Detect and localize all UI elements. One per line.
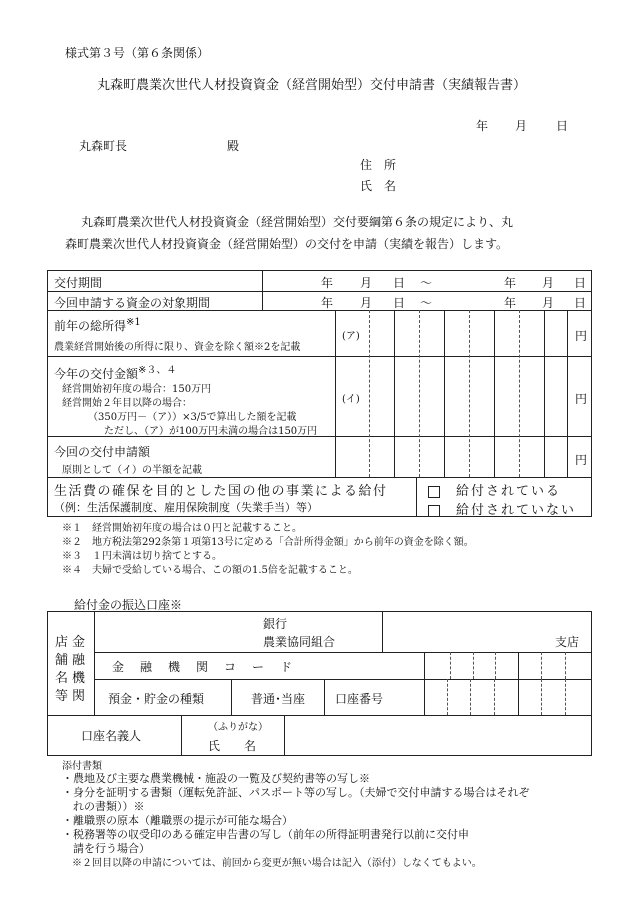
this-year-note-2: 経営開始２年目以降の場合： xyxy=(62,398,192,409)
grant-period-start-month: 月 xyxy=(360,276,373,290)
option-receiving[interactable]: 給付されている xyxy=(428,480,561,499)
mark-i: (イ) xyxy=(342,394,360,405)
date-month: 月 xyxy=(515,119,528,133)
target-period-end-month: 月 xyxy=(542,296,555,310)
grant-period-tilde: ～ xyxy=(420,276,433,290)
grant-period-label: 交付期間 xyxy=(54,276,103,290)
request-amount-yen: 円 xyxy=(575,453,588,467)
body-text-line-1: 丸森町農業次世代人材投資資金（経営開始型）交付要綱第６条の規定により、丸 xyxy=(81,215,514,229)
grant-period-start-year: 年 xyxy=(321,276,334,290)
target-period-start-month: 月 xyxy=(360,296,373,310)
coop-suffix: 農業協同組合 xyxy=(263,635,336,649)
this-year-yen: 円 xyxy=(575,392,588,406)
deposit-type-value: 普通･当座 xyxy=(251,692,306,706)
bank-code-label: 金 融 機 関 コ ー ド xyxy=(112,660,295,674)
applicant-name-label: 氏 名 xyxy=(360,179,397,193)
request-amount-title: 今回の交付申請額 xyxy=(54,445,151,459)
side-label-col1: 店舗名等 xyxy=(55,635,69,704)
attachment-item-2: ・身分を証明する書類（運転免許証、パスポート等の写し。（夫婦で交付申請する場合はそれぞ xyxy=(62,786,530,799)
date-year: 年 xyxy=(476,119,489,133)
footnote-3: ※３ １円未満は切り捨てとする。 xyxy=(62,551,222,562)
attachments-title: 添付書類 xyxy=(62,761,102,772)
grant-period-end-year: 年 xyxy=(504,276,517,290)
this-year-title: 今年の交付金額$^{※3、4}$ xyxy=(54,365,177,381)
target-period-end-day: 日 xyxy=(574,296,587,310)
bank-table xyxy=(47,611,592,756)
application-table xyxy=(47,270,592,517)
target-period-label: 今回申請する資金の対象期間 xyxy=(54,296,211,310)
holder-name-label: 氏 名 xyxy=(208,739,257,753)
this-year-note-3: （350万円－（ア））×3/5で算出した額を記載 xyxy=(88,412,297,423)
option-not-receiving[interactable]: 給付されていない xyxy=(428,499,576,518)
footnote-2: ※２ 地方税法第292条第１項第13号に定める「合計所得金額」から前年の資金を除く額。 xyxy=(62,537,474,548)
target-period-end-year: 年 xyxy=(504,296,517,310)
attachment-item-2-cont: れの書類））※ xyxy=(62,800,145,813)
addressee-name: 丸森町長 xyxy=(79,139,128,153)
attachment-item-3: ・離職票の原本（離職票の提示が可能な場合） xyxy=(62,814,293,827)
footnote-4: ※４ 夫婦で受給している場合、この額の1.5倍を記載すること。 xyxy=(62,565,358,576)
form-number: 様式第３号（第６条関係） xyxy=(65,46,210,60)
target-period-start-year: 年 xyxy=(321,296,334,310)
bank-suffix: 銀行 xyxy=(263,617,288,631)
prev-income-title: 前年の総所得$^{※1}$ xyxy=(54,317,141,333)
attachment-item-1: ・農地及び主要な農業機械・施設の一覧及び契約書等の写し※ xyxy=(62,772,370,785)
grant-period-end-month: 月 xyxy=(542,276,555,290)
this-year-note-1: 経営開始初年度の場合：150万円 xyxy=(62,384,212,395)
deposit-type-label: 預金・貯金の種類 xyxy=(108,692,205,706)
date-day: 日 xyxy=(556,119,569,133)
account-holder-label: 口座名義人 xyxy=(81,729,142,743)
bank-section-title: 給付金の振込口座※ xyxy=(74,598,183,612)
attachment-item-4-cont: 請を行う場合） xyxy=(62,842,150,855)
grant-period-start-day: 日 xyxy=(393,276,406,290)
other-aid-note: （例：生活保護制度、雇用保険制度（失業手当）等） xyxy=(54,501,318,514)
attachment-item-4: ・税務署等の収受印のある確定申告書の写し（前年の所得証明書発行以前に交付申 xyxy=(62,828,469,841)
checkbox-receiving[interactable] xyxy=(428,486,440,498)
furigana-label: （ふりがな） xyxy=(208,722,268,733)
attachment-note: ※２回目以降の申請については、前回から変更が無い場合は記入（添付）しなくてもよい。 xyxy=(62,858,482,869)
body-text-line-2: 森町農業次世代人材投資資金（経営開始型）の交付を申請（実績を報告）します。 xyxy=(65,237,509,251)
branch-suffix: 支店 xyxy=(555,635,580,649)
checkbox-not-receiving[interactable] xyxy=(428,505,440,517)
this-year-note-4: ただし、（ア）が100万円未満の場合は150万円 xyxy=(104,426,318,437)
applicant-address-label: 住 所 xyxy=(360,158,397,172)
prev-income-yen: 円 xyxy=(575,329,588,343)
account-number-label: 口座番号 xyxy=(335,692,384,706)
footnote-1: ※１ 経営開始初年度の場合は０円と記載すること。 xyxy=(62,523,302,534)
document-title: 丸森町農業次世代人材投資資金（経営開始型）交付申請書（実績報告書） xyxy=(97,78,527,93)
other-aid-title: 生活費の確保を目的とした国の他の事業による給付 xyxy=(54,484,388,499)
grant-period-end-day: 日 xyxy=(574,276,587,290)
request-amount-note: 原則として（イ）の半額を記載 xyxy=(62,465,202,476)
side-label-col2: 金融機関 xyxy=(72,635,86,704)
target-period-tilde: ～ xyxy=(420,296,433,310)
prev-income-note: 農業経営開始後の所得に限り、資金を除く額※2を記載 xyxy=(54,342,301,353)
addressee-honorific: 殿 xyxy=(227,139,240,153)
mark-a: (ア) xyxy=(342,331,360,342)
target-period-start-day: 日 xyxy=(393,296,406,310)
